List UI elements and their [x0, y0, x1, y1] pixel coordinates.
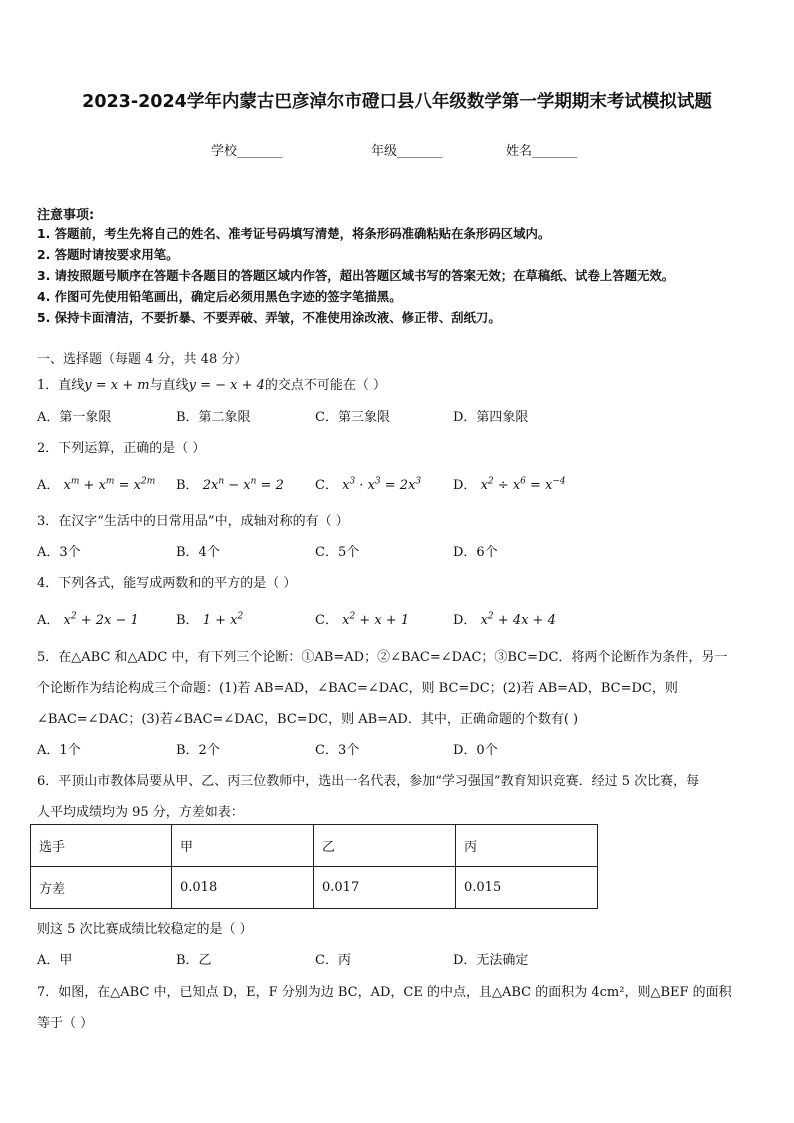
question-7-line: 等于（ ）	[37, 1016, 94, 1031]
option-b[interactable]: B．2个	[176, 743, 220, 758]
note-item: 1. 答题前，考生先将自己的姓名、准考证号码填写清楚，将条形码准确粘贴在条形码区域内。	[37, 226, 551, 241]
school-field: 学校_______	[211, 144, 283, 159]
notes-title: 注意事项:	[37, 208, 95, 223]
table-cell: 乙	[314, 825, 456, 867]
option-b[interactable]: B．第二象限	[176, 410, 251, 425]
formula: $x^2 + x + 1$	[342, 611, 410, 628]
note-item: 2. 答题时请按要求用笔。	[37, 247, 179, 262]
question-5-line: 个论断作为结论构成三个命题：(1)若 AB=AD，∠BAC=∠DAC，则 BC=DC；(2)若 AB=AD，BC=DC，则	[37, 681, 678, 696]
option-d[interactable]: D．第四象限	[453, 410, 529, 425]
option-d[interactable]: D．6个	[453, 545, 498, 560]
q1-equation-2: y = − x + 4	[188, 378, 265, 393]
table-cell: 方差	[31, 867, 172, 909]
question-4: 4．下列各式，能写成两数和的平方的是（ ）	[37, 576, 297, 591]
page-title: 2023-2024学年内蒙古巴彦淖尔市磴口县八年级数学第一学期期末考试模拟试题	[82, 92, 712, 112]
option-c[interactable]: C．第三象限	[315, 410, 390, 425]
option-label: C．	[315, 478, 338, 493]
option-b[interactable]	[176, 609, 243, 628]
note-item: 5. 保持卡面清洁，不要折暴、不要弄破、弄皱，不准使用涂改液、修正带、刮纸刀。	[37, 310, 501, 325]
note-item: 4. 作图可先使用铅笔画出，确定后必须用黑色字迹的签字笔描黑。	[37, 289, 402, 304]
option-b[interactable]	[176, 474, 284, 493]
note-item: 3. 请按照题号顺序在答题卡各题目的答题区域内作答，超出答题区域书写的答案无效；在草稿纸、试卷上答题无效。	[37, 268, 675, 283]
question-6-line: 人平均成绩均为 95 分，方差如表：	[37, 805, 244, 820]
question-2: 2．下列运算，正确的是（ ）	[37, 441, 206, 456]
option-a[interactable]	[37, 609, 139, 628]
section-heading: 一、选择题（每题 4 分，共 48 分）	[37, 352, 248, 367]
table-cell: 0.015	[456, 867, 598, 909]
q1-text: 1．直线	[37, 378, 85, 393]
option-c[interactable]: C．5个	[315, 545, 360, 560]
table-cell: 选手	[31, 825, 172, 867]
table-cell: 甲	[172, 825, 314, 867]
question-3: 3．在汉字“生活中的日常用品”中，成轴对称的有（ ）	[37, 514, 349, 529]
formula: $2x^n - x^n = 2$	[202, 476, 284, 493]
option-d[interactable]	[453, 609, 556, 628]
option-label: B．	[176, 478, 199, 493]
formula: $x^2 \div x^6 = x^{-4}$	[480, 476, 566, 493]
option-c[interactable]	[315, 609, 409, 628]
name-field: 姓名_______	[506, 144, 578, 159]
question-7-line: 7．如图，在△ABC 中，已知点 D，E，F 分别为边 BC，AD，CE 的中点，且△ABC 的面积为 4cm²，则△BEF 的面积	[37, 985, 732, 1000]
option-a[interactable]: A．1个	[37, 743, 81, 758]
option-c[interactable]	[315, 474, 421, 493]
option-a[interactable]: A．3个	[37, 545, 81, 560]
option-d[interactable]: D．无法确定	[453, 953, 529, 968]
question-5-line: ∠BAC=∠DAC；(3)若∠BAC=∠DAC，BC=DC，则 AB=AD．其中，正确命题的个数有( )	[37, 712, 579, 727]
table-cell: 0.017	[314, 867, 456, 909]
table-row	[31, 867, 598, 909]
option-c[interactable]: C．3个	[315, 743, 360, 758]
option-label: D．	[453, 613, 477, 628]
option-a[interactable]	[37, 474, 155, 493]
option-b[interactable]: B．乙	[176, 953, 212, 968]
option-c[interactable]: C．丙	[315, 953, 351, 968]
option-label: C．	[315, 613, 338, 628]
table-row	[31, 825, 598, 867]
q1-equation-1: y = x + m	[84, 378, 150, 393]
option-label: A．	[37, 478, 60, 493]
formula: $1 + x^2$	[202, 611, 244, 628]
formula: $x^2 + 4x + 4$	[480, 611, 556, 628]
question-5-line: 5．在△ABC 和△ADC 中，有下列三个论断：①AB=AD；②∠BAC=∠DAC；③BC=DC．将两个论断作为条件，另一	[37, 650, 728, 665]
variance-table	[30, 824, 598, 909]
question-6-line: 6．平顶山市教体局要从甲、乙、丙三位教师中，选出一名代表，参加“学习强国”教育知识竞赛．经过 5 次比赛，每	[37, 774, 700, 789]
option-d[interactable]: D．0个	[453, 743, 498, 758]
option-label: A．	[37, 613, 60, 628]
option-d[interactable]	[453, 474, 566, 493]
q1-text: 的交点不可能在（ ）	[264, 378, 387, 393]
table-cell: 0.018	[172, 867, 314, 909]
question-6-followup: 则这 5 次比赛成绩比较稳定的是（ ）	[37, 922, 253, 937]
q1-text: 与直线	[149, 378, 189, 393]
formula: $x^3 \cdot x^3 = 2x^3$	[342, 476, 422, 493]
option-b[interactable]: B．4个	[176, 545, 220, 560]
option-a[interactable]: A．甲	[37, 953, 73, 968]
formula: $x^m + x^m = x^{2m}$	[63, 476, 156, 493]
table-cell: 丙	[456, 825, 598, 867]
option-label: D．	[453, 478, 477, 493]
option-a[interactable]: A．第一象限	[37, 410, 112, 425]
formula: $x^2 + 2x - 1$	[63, 611, 139, 628]
option-label: B．	[176, 613, 199, 628]
question-1	[37, 374, 386, 393]
grade-field: 年级_______	[371, 144, 443, 159]
